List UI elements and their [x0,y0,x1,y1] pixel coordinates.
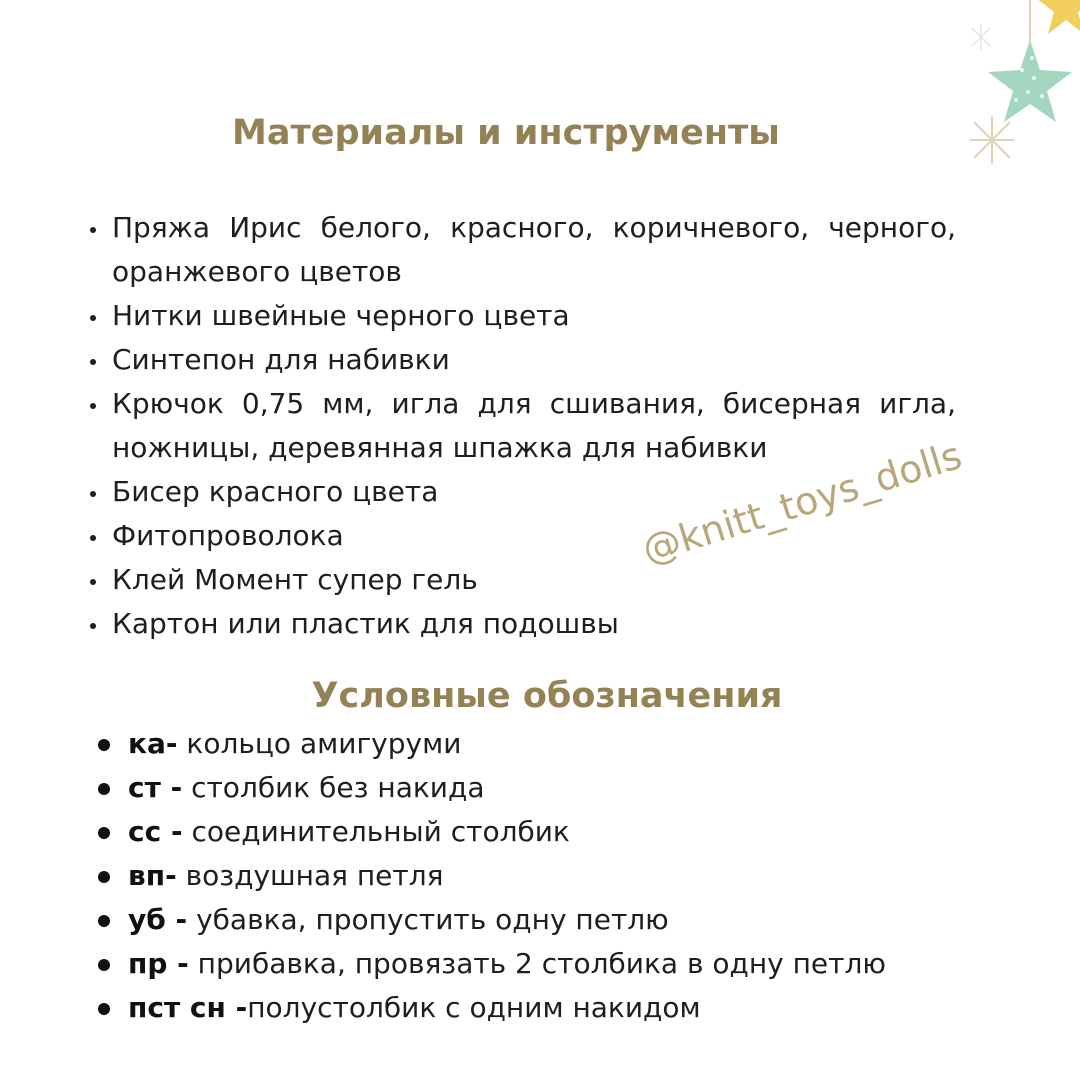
legend-text: кольцо амигуруми [177,727,462,760]
legend-list [96,722,996,1030]
legend-text: полустолбик с одним накидом [247,991,701,1024]
list-item: Крючок 0,75 мм, игла для сшивания, бисерная игла, ножницы, деревянная шпажка для набивки [112,387,956,464]
legend-item [96,942,996,986]
watermark: @knitt_toys_dolls [637,433,967,572]
legend-item [96,854,996,898]
legend-item [96,898,996,942]
mint-star-icon [988,40,1072,122]
list-item: Нитки швейные черного цвета [112,299,570,332]
small-snowflake-icon [972,24,990,50]
list-item: Пряжа Ирис белого, красного, коричневого, черного, оранжевого цветов [112,211,956,288]
legend-abbr: вп- [128,859,177,892]
legend-item [96,986,996,1030]
legend-abbr: ст - [128,771,183,804]
list-item: Синтепон для набивки [112,343,450,376]
legend-abbr: уб - [128,903,188,936]
legend-item [96,810,996,854]
list-item: Фитопроволока [112,519,344,552]
legend-text: убавка, пропустить одну петлю [187,903,669,936]
legend-title: Условные обозначения [311,676,783,716]
list-item: Картон или пластик для подошвы [112,607,619,640]
list-item: Клей Момент супер гель [112,563,478,596]
legend-abbr: пст сн - [128,991,248,1024]
legend-text: столбик без накида [182,771,485,804]
legend-abbr: пр - [128,947,189,980]
legend-abbr: сс - [128,815,183,848]
legend-abbr: ка- [128,727,178,760]
legend-text: соединительный столбик [182,815,570,848]
legend-item [96,766,996,810]
materials-list [88,206,956,646]
legend-text: прибавка, провязать 2 столбика в одну петлю [188,947,886,980]
gold-star-icon [1036,0,1080,34]
legend-item [96,722,996,766]
materials-title: Материалы и инструменты [232,113,780,153]
list-item: Бисер красного цвета [112,475,439,508]
legend-text: воздушная петля [176,859,444,892]
christmas-stars-decoration [970,0,1080,190]
